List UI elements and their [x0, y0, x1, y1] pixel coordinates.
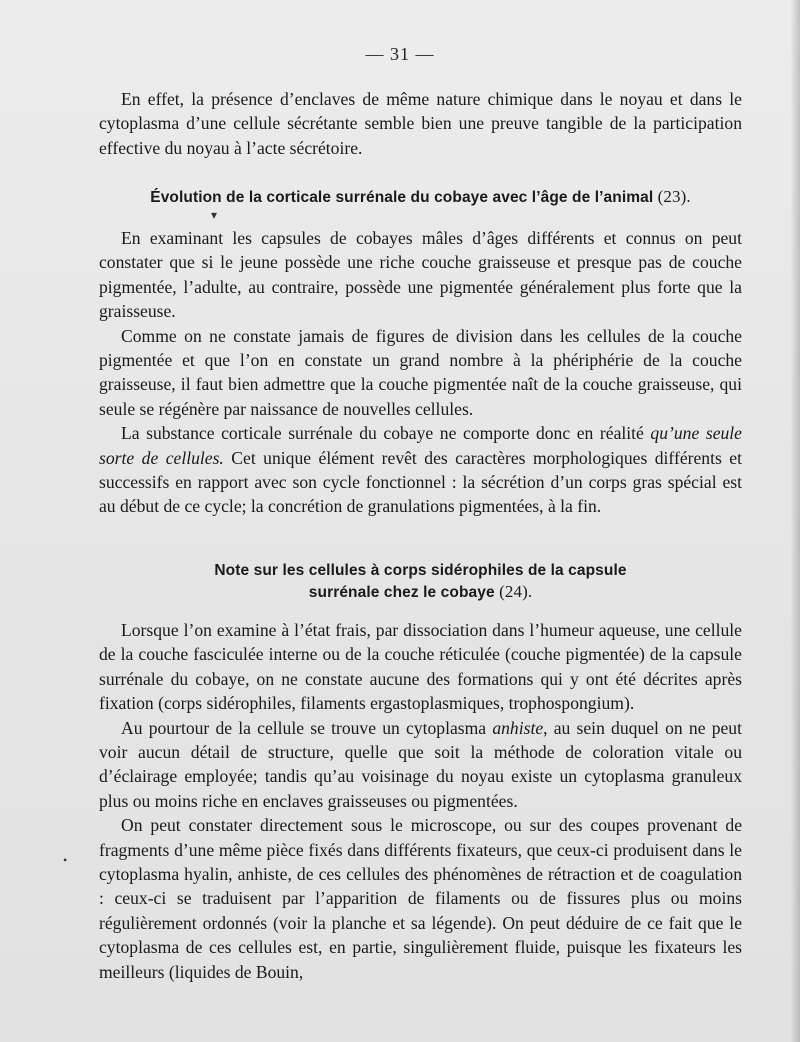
section-reference: (24).	[499, 582, 533, 601]
section-reference: (23).	[657, 187, 691, 206]
italic-text-run: anhiste	[492, 717, 544, 738]
page-edge-shadow	[790, 0, 800, 1042]
margin-dot-mark: •	[63, 853, 68, 867]
text-run: La substance corticale surrénale du cobaye ne comporte donc en réalité	[121, 423, 651, 444]
paragraph: Comme on ne constate jamais de figures de division dans les cellules de la couche pigmentée et que l’on en constate un grand nombre à la phériphérie de la couche graisseuse, il faut bien admettre que la couche pigmentée naît de la couche graisseuse, qui seule se régénère par naissance de nouvelles cellules.	[99, 325, 742, 419]
section-heading-note	[99, 560, 742, 603]
paragraph	[99, 421, 742, 519]
paragraph	[99, 716, 742, 814]
paragraph: En examinant les capsules de cobayes mâles d’âges différents et connus on peut constater que si le jeune possède une riche couche graisseuse et presque pas de couche pigmentée, l’adulte, au contraire, possède une pigmentée généralement plus forte que la graisseuse.	[99, 228, 742, 322]
section-body-evolution	[99, 226, 742, 519]
page-number: — 31 —	[365, 44, 435, 64]
section-title: Évolution de la corticale surrénale du cobaye avec l’âge de l’animal	[150, 189, 654, 206]
section-title-line	[99, 581, 742, 603]
paragraph: Lorsque l’on examine à l’état frais, par dissociation dans l’humeur aqueuse, une cellule de la couche fasciculée interne ou de la couche réticulée (couche pigmentée) de la capsule surrénale du cobaye, on ne constate aucune des formations qui y ont été décrites après fixation (corps sidérophiles, filaments ergastoplasmiques, trophospongium).	[99, 620, 742, 714]
italic-text-run: qu’une seule sorte de cellules.	[99, 423, 742, 468]
paragraph: On peut constater directement sous le microscope, ou sur des coupes provenant de fragments d’une même pièce fixés dans différents fixateurs, que ceux-ci produisent dans le cytoplasma hyalin, anhiste, de ces cellules des phénomènes de rétraction et de coagulation : ceux-ci se traduisent par l’apparition de filaments ou de fissures plus ou moins régulièrement ordonnés (voir la planche et sa légende). On peut déduire de ce fait que le cytoplasma de ces cellules est, en partie, singulièrement fluide, puisque les fixateurs les meilleurs (liquides de Bouin,	[99, 815, 742, 982]
intro-paragraph: En effet, la présence d’enclaves de même nature chimique dans le noyau et dans le cytoplasma d’une cellule sécrétante semble bien une preuve tangible de la participation effective du noyau à l’acte sécrétoire.	[99, 89, 742, 158]
text-run: Au pourtour de la cellule se trouve un cytoplasma	[121, 717, 493, 738]
intro-text-block	[99, 87, 742, 160]
section-title-line: Note sur les cellules à corps sidérophiles de la capsule	[214, 562, 627, 579]
section-heading-evolution	[99, 186, 742, 208]
section-title-text: surrénale chez le cobaye	[308, 584, 495, 601]
text-run: , au sein duquel on ne peut voir aucun détail de structure, quelle que soit la méthode de coloration vitale ou d’éclairage employée; tandis qu’au voisinage du noyau existe un cytoplasma granuleux plus ou moins riche en enclaves graisseuses ou pigmentées.	[99, 717, 742, 811]
stray-ink-mark: ▾	[211, 208, 218, 222]
text-run: Cet unique élément revêt des caractères morphologiques différents et successifs en rapport avec son cycle fonctionnel : la sécrétion d’un corps gras spécial est au début de ce cycle; la concrétion de granulations pigmentées, à la fin.	[99, 447, 742, 517]
section-body-note	[99, 618, 742, 984]
